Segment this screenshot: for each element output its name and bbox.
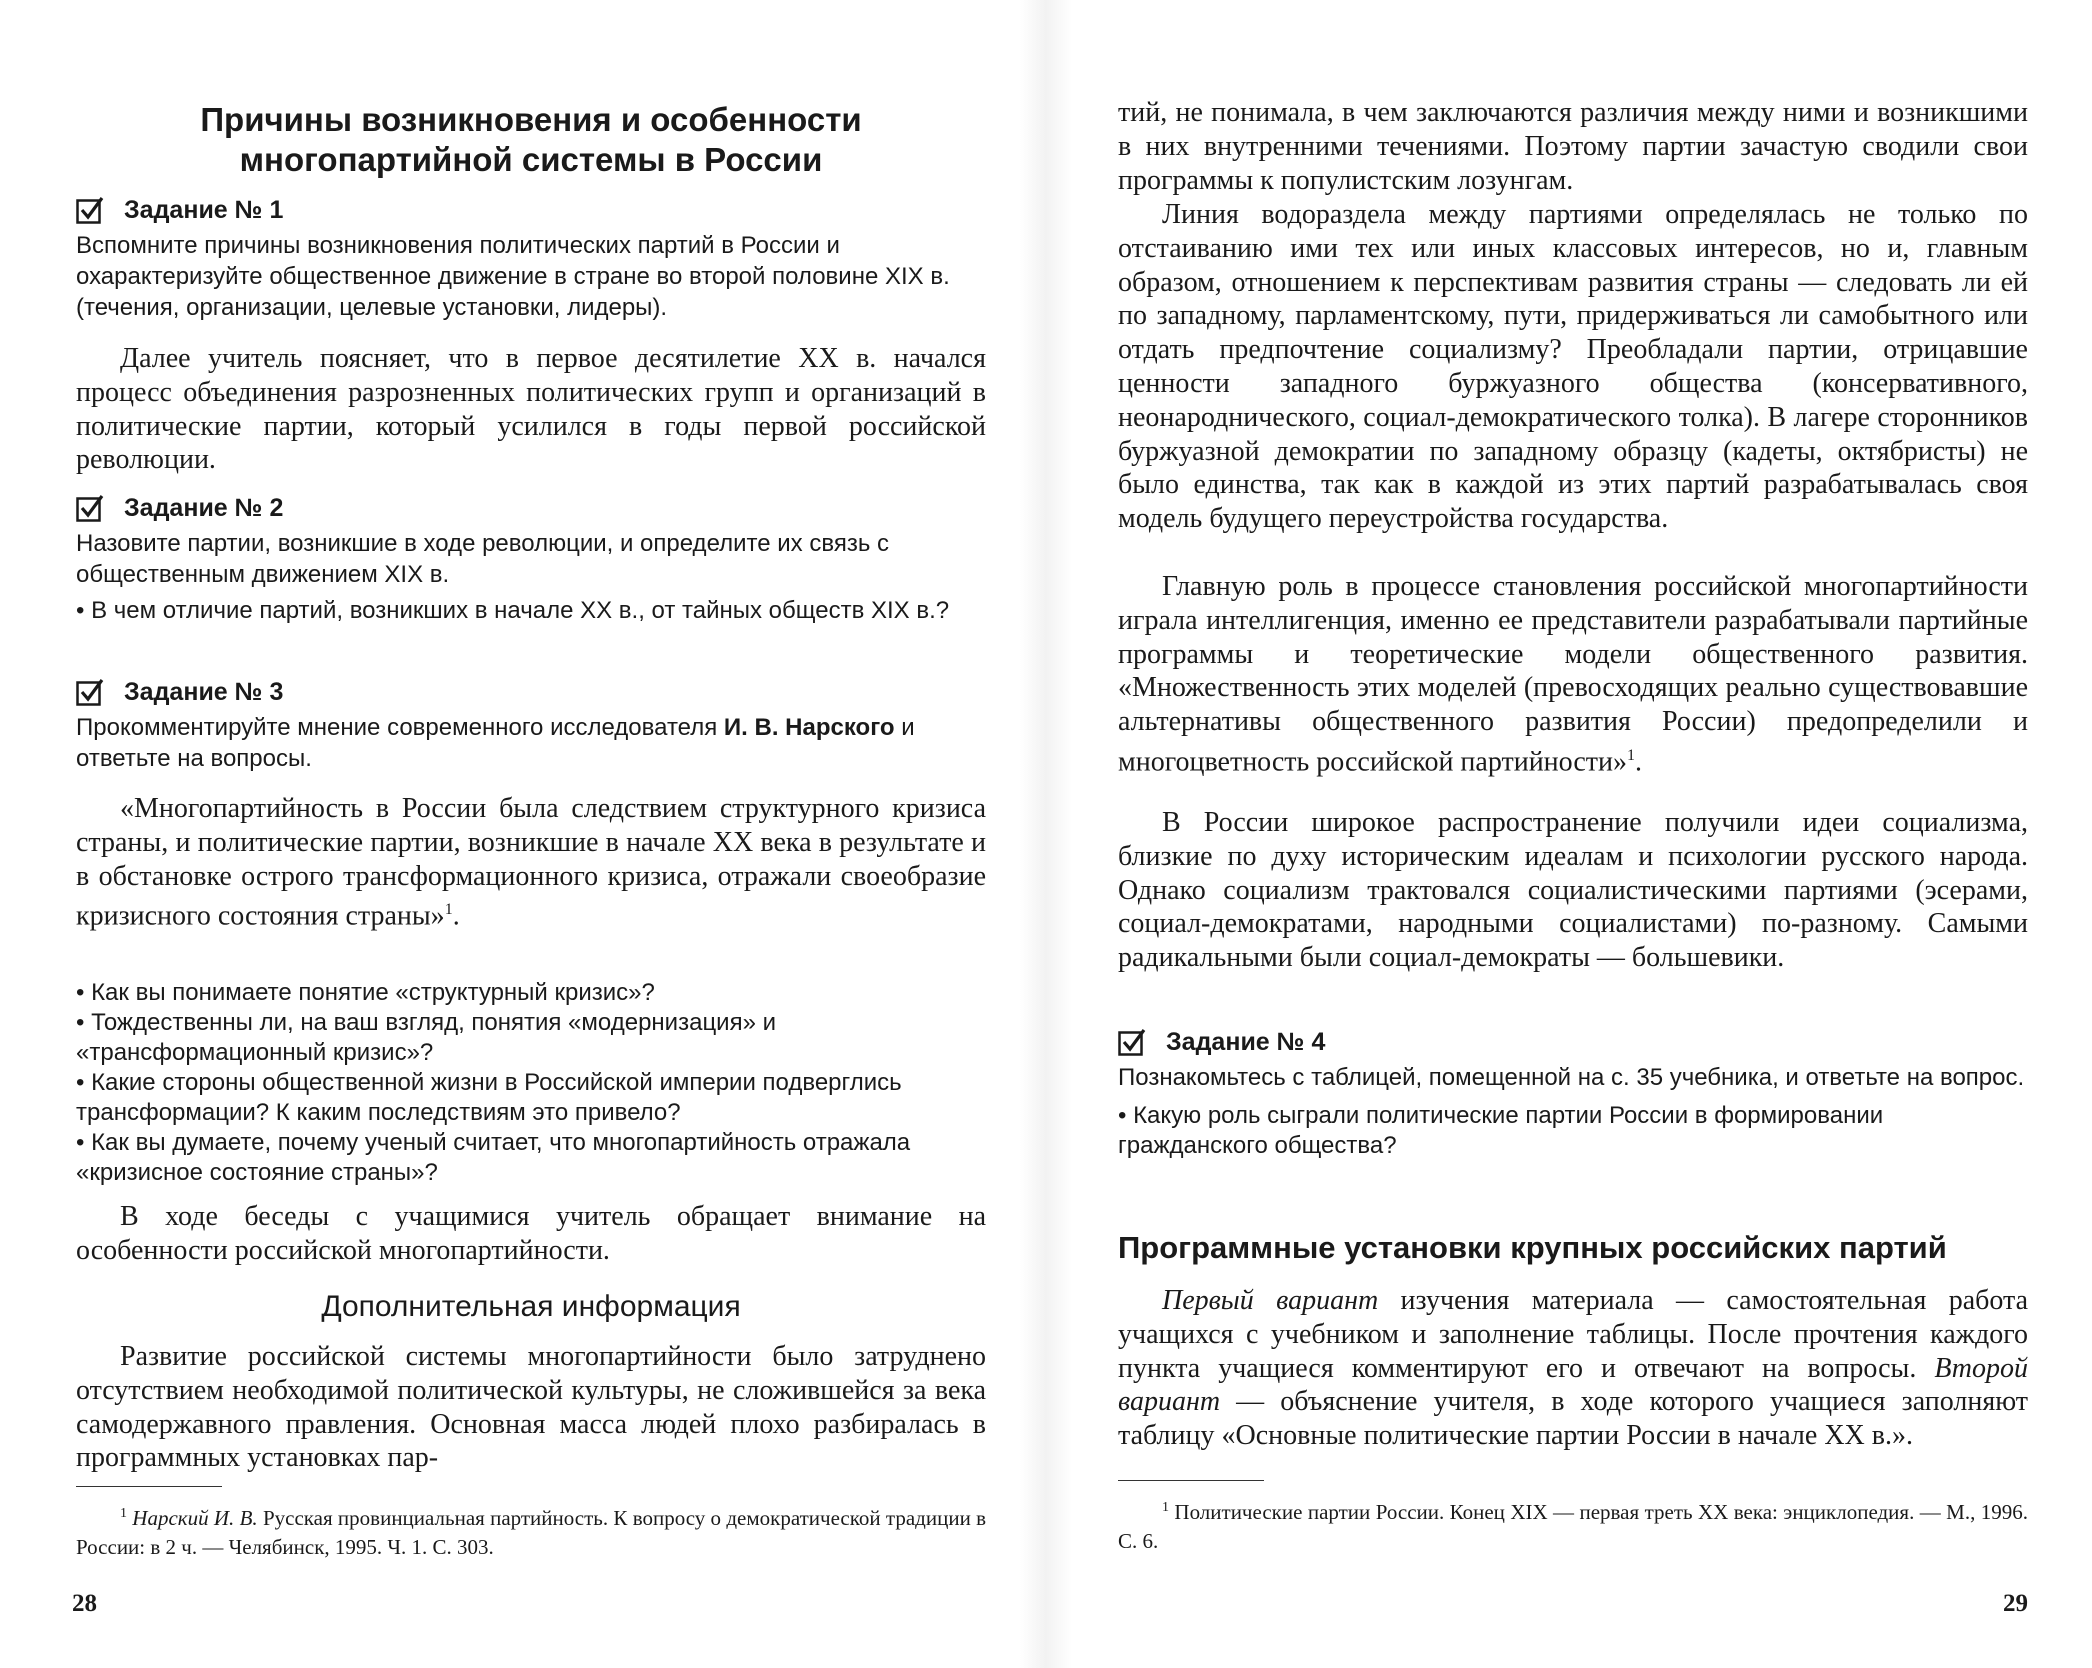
body-paragraph-1: Далее учитель поясняет, что в первое десятилетие XX в. начался процесс объединения разрозненных политических групп и организаций в политические партии, который усилился в годы первой российской революции. xyxy=(76,343,986,476)
section-heading-text: Программные установки крупных российских партий xyxy=(1118,1230,1947,1265)
section-title-line1: Причины возникновения и особенности xyxy=(200,101,862,138)
task-3-text-before: Прокомментируйте мнение современного исследователя xyxy=(76,714,724,741)
task-2 xyxy=(76,488,986,626)
footnote-mark: 1 xyxy=(120,1506,127,1521)
checkbox-checked-icon xyxy=(76,196,104,224)
footnote-ref: 1 xyxy=(444,901,453,919)
quote-end: . xyxy=(452,900,460,932)
task-2-text: Назовите партии, возникшие в ходе революции, и определите их связь с общественным движением XIX в. xyxy=(76,530,889,588)
checkbox-checked-icon xyxy=(1118,1028,1146,1056)
paragraph xyxy=(76,1340,986,1475)
paragraph xyxy=(76,1200,986,1268)
question-list xyxy=(76,978,986,1188)
footnote-author: Нарский И. В. xyxy=(132,1506,258,1530)
body-paragraph-3: Развитие российской системы многопартийности было затруднено отсутствием необходимой политической культуры, не сложившейся за века самодержавного правления. Основная масса людей плохо разбиралась в программных установках пар- xyxy=(76,1341,986,1474)
task-3-text-after: и ответьте на вопросы. xyxy=(76,714,915,772)
paragraph xyxy=(76,342,986,477)
footnote xyxy=(1118,1493,2028,1556)
question-bullet: • Как вы понимаете понятие «структурный кризис»? xyxy=(76,979,655,1006)
footnote-divider xyxy=(76,1486,222,1487)
task-2-header xyxy=(76,488,986,528)
footnote-section xyxy=(1118,1480,2028,1556)
task-4-bullets xyxy=(1118,1101,2028,1161)
question-bullets xyxy=(76,978,986,1188)
task-4-bullet: • Какую роль сыграли политические партии России в формировании гражданского общества? xyxy=(1118,1102,1884,1159)
variant-1-label: Первый вариант xyxy=(1162,1285,1379,1316)
body-paragraph-2: Линия водораздела между партиями определялась не только по отстаиванию ими тех или иных классовых интересов, но и, главным образом, отношением к перспективам развития страны — следовать ли ей по западному, парламентскому, пути, придерживаться ли самобытного или отдать предпочтение социализму? Преобладали партии, отрицавшие ценности западного буржуазного общества (консервативного, неонароднического, социал-демократического толка). В лагере сторонников буржуазной демократии по западному образцу (кадеты, октябристы) не было единства, так как в каждой из этих партий разрабатывалась своя модель будущего переустройства государства. xyxy=(1118,199,2028,535)
task-1-header xyxy=(76,190,986,230)
page-number: 29 xyxy=(2003,1590,2028,1617)
task-3-label: Задание № 3 xyxy=(124,677,284,706)
paragraph xyxy=(1118,806,2028,975)
body-paragraph-4: В России широкое распространение получили идеи социализма, близкие по духу историческим идеалам и психологии русского народа. Однако социализм трактовался социалистическими партиями (эсерами, социал-демократами, народными социалистами) по-разному. Самыми радикальными были социал-демократы — большевики. xyxy=(1118,807,2028,974)
task-4 xyxy=(1118,1022,2028,1161)
section-title xyxy=(76,100,986,180)
body-paragraph-3 xyxy=(1118,570,2028,779)
task-3-scholar-name: И. В. Нарского xyxy=(723,714,895,741)
checkbox-checked-icon xyxy=(76,678,104,706)
question-bullet: • Какие стороны общественной жизни в Российской империи подверглись трансформации? К каким последствиям это привело? xyxy=(76,1069,902,1126)
subheading-text: Дополнительная информация xyxy=(321,1290,741,1323)
task-1 xyxy=(76,190,986,323)
task-3 xyxy=(76,672,986,774)
question-bullet: • Тождественны ли, на ваш взгляд, понятия «модернизация» и «трансформационный кризис»? xyxy=(76,1009,777,1066)
footnote xyxy=(76,1499,986,1562)
task-1-label: Задание № 1 xyxy=(124,195,284,224)
paragraph xyxy=(1118,570,2028,779)
page-number: 28 xyxy=(72,1590,97,1617)
book-gutter xyxy=(1020,0,1072,1668)
checkbox-checked-icon xyxy=(76,494,104,522)
task-3-header xyxy=(76,672,986,712)
section-title-line2: многопартийной системы в России xyxy=(239,141,823,178)
paragraph xyxy=(1118,1284,2028,1453)
task-2-label: Задание № 2 xyxy=(124,493,284,522)
body-paragraph-2: В ходе беседы с учащимися учитель обращает внимание на особенности российской многопартийности. xyxy=(76,1201,986,1266)
body-paragraph-3-text: Главную роль в процессе становления российской многопартийности играла интеллигенция, именно ее представители разрабатывали партийные программы и теоретические модели общественного развития. «Множественность этих моделей (превосходящих реально существовавшие альтернативы общественного развития России) предопределили и многоцветность российской партийности» xyxy=(1118,571,2028,778)
paragraph xyxy=(1118,96,2028,197)
footnote-text: Русская провинциальная партийность. К вопросу о демократической традиции в России: в 2 ч. — Челябинск, 1995. Ч. 1. С. 303. xyxy=(76,1506,987,1559)
task-4-text: Познакомьтесь с таблицей, помещенной на с. 35 учебника, и ответьте на вопрос. xyxy=(1118,1064,2025,1091)
body-paragraph-1: тий, не понимала, в чем заключаются различия между ними и возникшими в них внутренними течениями. Поэтому партии зачастую сводили свои программы к популистским лозунгам. xyxy=(1118,97,2028,196)
task-3-text xyxy=(76,712,986,774)
body-paragraph-3-end: . xyxy=(1635,746,1643,778)
footnote-divider xyxy=(1118,1480,1264,1481)
right-page xyxy=(1118,0,2028,1668)
question-bullet: • Как вы думаете, почему ученый считает, что многопартийность отражала «кризисное состояние страны»? xyxy=(76,1129,911,1186)
footnote-section xyxy=(76,1486,986,1562)
variant-2-label: Второй вариант xyxy=(1118,1352,2028,1418)
left-page xyxy=(72,0,987,1668)
quote xyxy=(76,792,986,934)
quote-paragraph xyxy=(76,792,986,934)
body-paragraph-5 xyxy=(1118,1284,2028,1453)
task-2-bullet: • В чем отличие партий, возникших в начале XX в., от тайных обществ XIX в.? xyxy=(76,597,950,624)
body-paragraph-5-a: изучения материала — самостоятельная работа учащихся с учебником и заполнение таблицы. После прочтения каждого пункта учащиеся комментируют его и отвечают на вопросы. xyxy=(1118,1285,2029,1384)
paragraph xyxy=(1118,198,2028,536)
task-4-label: Задание № 4 xyxy=(1166,1027,1326,1056)
body-paragraph-5-b: — объяснение учителя, в ходе которого учащиеся заполняют таблицу «Основные политические партии России в начале XX в.». xyxy=(1118,1386,2028,1452)
subheading xyxy=(76,1290,986,1324)
task-1-text: Вспомните причины возникновения политических партий в России и охарактеризуйте общественное движение в стране во второй половине XIX в. (течения, организации, целевые установки, лидеры). xyxy=(76,232,950,321)
section-heading xyxy=(1118,1228,2028,1268)
quote-text: «Многопартийность в России была следствием структурного кризиса страны, и политические партии, возникшие в начале XX века в результате и в обстановке острого трансформационного кризиса, отражали своеобразие кризисного состояния страны» xyxy=(76,793,986,932)
footnote-text: Политические партии России. Конец XIX — первая треть XX века: энциклопедия. — М., 1996. С. 6. xyxy=(1118,1500,2028,1553)
task-2-bullets xyxy=(76,596,986,626)
footnote-ref: 1 xyxy=(1627,746,1636,764)
footnote-mark: 1 xyxy=(1162,1500,1169,1515)
task-4-header xyxy=(1118,1022,2028,1062)
